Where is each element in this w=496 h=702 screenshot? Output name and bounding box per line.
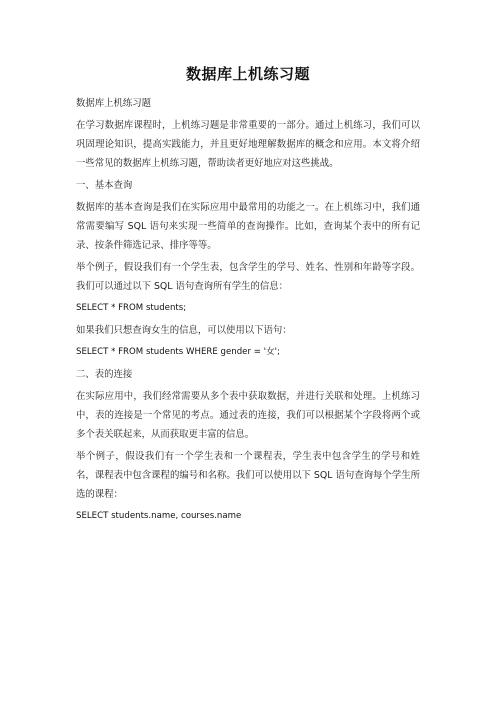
code-line: SELECT students.name, courses.name (76, 511, 242, 521)
subtitle-paragraph: 数据库上机练习题 (76, 98, 152, 109)
example-paragraph: 举个例子，假设我们有一个学生表，包含学生的学号、姓名、性别和年龄等字段。我们可以通过以下 SQL 语句查询所有学生的信息： (76, 262, 420, 292)
document-title: 数据库上机练习题 (185, 65, 310, 83)
code-line: SELECT * FROM students; (76, 303, 187, 313)
join-example-paragraph: 举个例子，假设我们有一个学生表和一个课程表，学生表中包含学生的学号和姓名，课程表中包含课程的编号和名称。我们可以使用以下 SQL 语句查询每个学生所选的课程： (76, 451, 420, 500)
section-heading-join: 二、表的连接 (76, 369, 133, 380)
basic-query-paragraph: 数据库的基本查询是我们在实际应用中最常用的功能之一。在上机练习中，我们通常需要编写 SQL 语句来实现一些简单的查询操作。比如，查询某个表中的所有记录、按条件筛选记录、排序等等。 (76, 202, 420, 251)
intro-paragraph: 在学习数据库课程时，上机练习题是非常重要的一部分。通过上机练习，我们可以巩固理论知识，提高实践能力，并且更好地理解数据库的概念和应用。本文将介绍一些常见的数据库上机练习题，帮助读者更好地应对这些挑战。 (76, 120, 420, 169)
code-line: SELECT * FROM students WHERE gender = '女'; (76, 347, 280, 357)
join-paragraph: 在实际应用中，我们经常需要从多个表中获取数据，并进行关联和处理。上机练习中，表的连接是一个常见的考点。通过表的连接，我们可以根据某个字段将两个或多个表关联起来，从而获取更丰富的信息。 (76, 391, 420, 440)
section-heading-basic-query: 一、基本查询 (76, 180, 133, 191)
filter-paragraph: 如果我们只想查询女生的信息，可以使用以下语句： (76, 325, 292, 336)
